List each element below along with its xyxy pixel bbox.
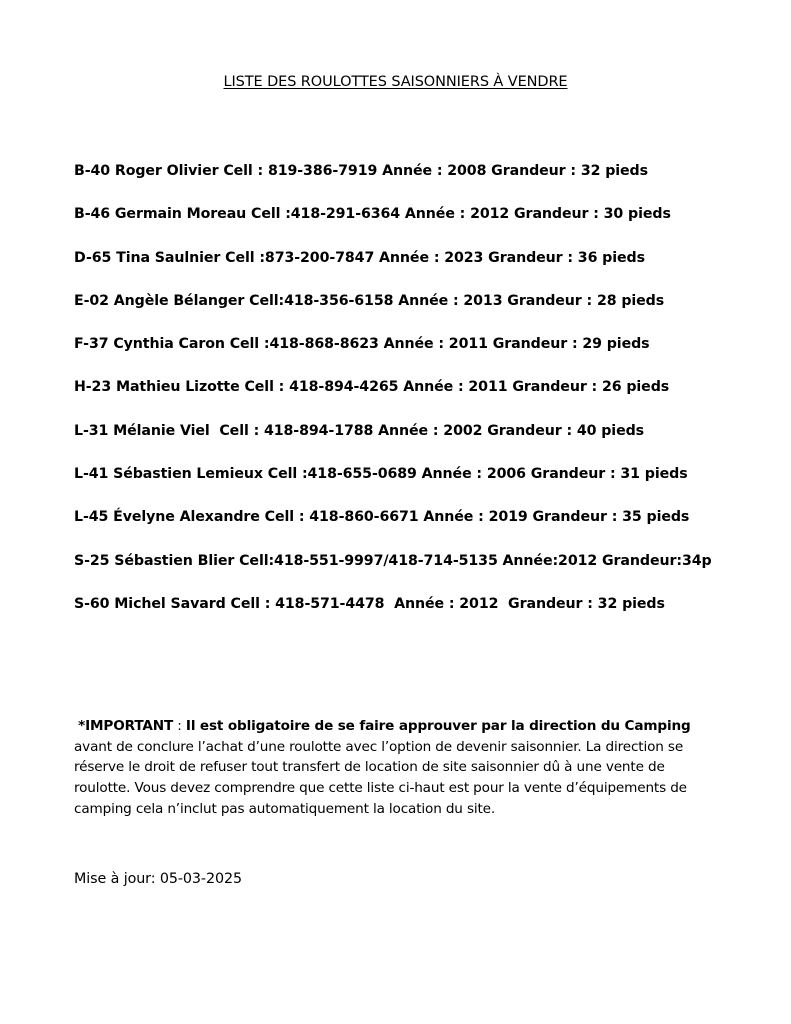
important-notice [74,716,724,821]
listing-row-b46: B-46 Germain Moreau Cell :418-291-6364 Année : 2012 Grandeur : 30 pieds [74,206,671,223]
page-title: LISTE DES ROULOTTES SAISONNIERS À VENDRE [223,74,568,90]
notice-separator: : [173,717,186,734]
notice-body-text: avant de conclure l’achat d’une roulotte avec l’option de devenir saisonnier. La direction se réserve le droit de refuser tout transfert de location de site saisonnier dû à une vente de roulotte. Vous devez comprendre que cette liste ci-haut est pour la vente d’équipements de camping cela n’inclut pas automatiquement la location du site. [74,738,687,818]
listing-row-s60: S-60 Michel Savard Cell : 418-571-4478 Année : 2012 Grandeur : 32 pieds [74,595,665,612]
listing-row-h23: H-23 Mathieu Lizotte Cell : 418-894-4265 Année : 2011 Grandeur : 26 pieds [74,379,670,396]
listing-row-d65: D-65 Tina Saulnier Cell :873-200-7847 Année : 2023 Grandeur : 36 pieds [74,249,645,266]
listing-row-l41: L-41 Sébastien Lemieux Cell :418-655-0689 Année : 2006 Grandeur : 31 pieds [74,466,688,483]
notice-strong-text: Il est obligatoire de se faire approuver par la direction du Camping [185,717,691,734]
notice-label: *IMPORTANT [78,717,174,734]
listing-row-b40: B-40 Roger Olivier Cell : 819-386-7919 Année : 2008 Grandeur : 32 pieds [74,163,648,179]
trailer-listing [74,161,774,637]
listing-row-f37: F-37 Cynthia Caron Cell :418-868-8623 Année : 2011 Grandeur : 29 pieds [74,336,650,353]
listing-row-s25: S-25 Sébastien Blier Cell:418-551-9997/418-714-5135 Année:2012 Grandeur:34p [74,552,712,569]
last-updated: Mise à jour: 05-03-2025 [74,871,242,887]
listing-row-l31: L-31 Mélanie Viel Cell : 418-894-1788 Année : 2002 Grandeur : 40 pieds [74,422,644,439]
listing-row-e02: E-02 Angèle Bélanger Cell:418-356-6158 Année : 2013 Grandeur : 28 pieds [74,292,665,309]
listing-row-l45: L-45 Évelyne Alexandre Cell : 418-860-6671 Année : 2019 Grandeur : 35 pieds [74,509,690,526]
